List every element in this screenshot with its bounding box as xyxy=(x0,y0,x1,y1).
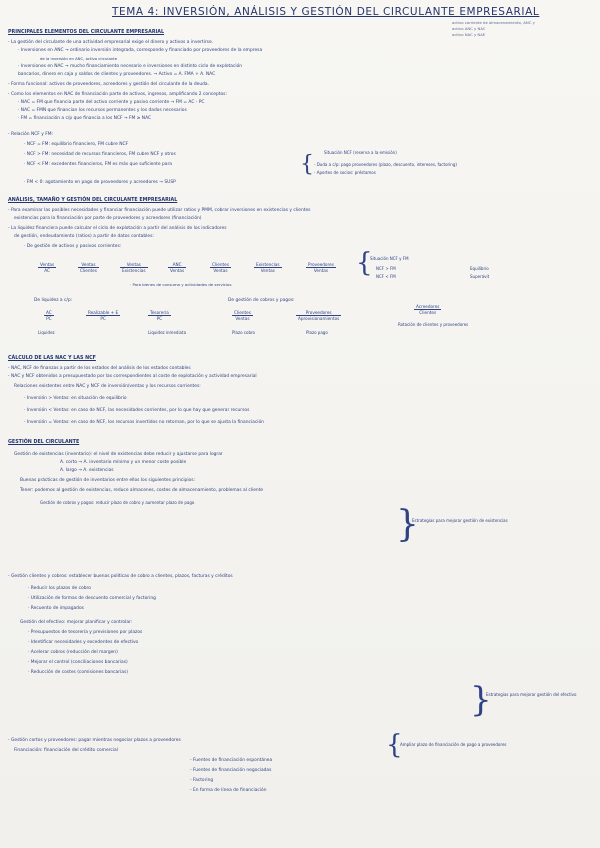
note-line: existencias para la financiación por parte de proveedores y acreedores (financiación) xyxy=(14,216,202,221)
note-line: - La liquidez financiera puede calcular el ciclo de explotación a partir del análisis de los indicadores xyxy=(8,226,227,231)
section-heading: PRINCIPALES ELEMENTOS DEL CIRCULANTE EMPRESARIAL xyxy=(8,30,165,35)
note-line: · Presupuestos de tesorería y previsiones por plazos xyxy=(28,630,143,635)
side-note-line: activo ANC y NAC xyxy=(452,26,486,31)
caption: Plazo cobro xyxy=(232,330,255,335)
note-line: - NAC, NCF de finanzas a partir de los estados del análisis de los estados contables xyxy=(8,366,191,371)
ratio-denominator: Clientes xyxy=(80,268,97,273)
note-line: - En forma de línea de financiación xyxy=(190,788,267,793)
note-line: - Relación NCF y FM: xyxy=(8,132,54,137)
ratio-numerator: Acreedores xyxy=(416,304,440,309)
caption: Rotación de clientes y proveedores xyxy=(398,322,469,327)
caption: Liquidez xyxy=(38,330,55,335)
side-note-line: activo corriente de almacenamiento, ANC y xyxy=(452,20,535,25)
note-line: Gestión de existencias (inventario): el nivel de existencias debe reducir y ajustarse para lograr xyxy=(14,452,223,457)
note-line: · Inversión = Ventas: en caso de NCF, los recursos invertidos no retornan, por lo que se ajusta la financiación xyxy=(24,420,264,425)
note-line: Buenas prácticas de gestión de inventarios entre ellos los siguientes principios: xyxy=(20,478,196,483)
side-note xyxy=(452,20,535,38)
note-line: · Acelerar cobros (reducción del margen) xyxy=(28,650,118,655)
ratio xyxy=(168,262,186,273)
note-line: - Fuentes de financiación negociadas xyxy=(190,768,272,773)
ratio-denominator: Ventas xyxy=(260,268,275,273)
note-line: - Duda a c/p: pago proveedores (plazo, descuento, intereses, factoring) xyxy=(314,162,457,167)
note-line: Relaciones existentes entre NAC y NCF de inversión/ventas y los recursos corrientes: xyxy=(14,384,201,389)
ratio-denominator: PC xyxy=(156,316,163,321)
note-line: De liquidez a c/p: xyxy=(34,298,73,303)
note-line: Gestión del efectivo: mejorar planificar y controlar: xyxy=(20,620,133,625)
ratio xyxy=(232,310,253,321)
ratio-denominator: Aprovisionamientos xyxy=(298,316,340,321)
note-line: · Recuento de impagados xyxy=(28,606,84,611)
ratio-numerator: Clientes xyxy=(234,310,251,315)
note-line: - Gestión clientes y cobros: establecer buenas políticas de cobro a clientes, plazos, facturas y créditos xyxy=(8,574,233,579)
note-line: - NAC y NCF obtenidos a presupuestado por las correspondientes al coste de explotación y actividad empresarial xyxy=(8,374,257,379)
caption: Situación NCF y FM xyxy=(370,256,409,261)
brace-icon: { xyxy=(386,730,403,760)
note-line: bancarios, dinero en caja y saldos de clientes y proveedores. → Activo = A. FMA + A. NAC xyxy=(18,72,216,77)
ratio xyxy=(414,304,441,315)
ratio xyxy=(38,262,56,273)
note-line: · FM = financiación a c/p que financia a los NCF → FM ≥ NAC xyxy=(18,116,152,121)
note-line: A. largo → A. existencias xyxy=(60,468,114,473)
note-line: · Utilización de formas de descuento comercial y factoring xyxy=(28,596,156,601)
note-line: · Inversiones en ANC → ordinario inversión integrada, corresponde y financiado por proveedores de la empresa xyxy=(18,48,263,53)
note-line: · NAC = FMN que financian los recursos permanentes y los dados necesarios xyxy=(18,108,187,113)
caption: Superávit xyxy=(470,274,490,279)
section-heading: GESTIÓN DEL CIRCULANTE xyxy=(8,440,80,445)
ratio-numerator: Proveedores xyxy=(308,262,334,267)
note-line: - Para examinar las posibles necesidades y financiar financiación puede utilizar ratios y PMM, cobrar inversiones en existencias y clientes xyxy=(8,208,311,213)
note-line: - Gestión cortos y proveedores: pagar mientras negociar plazos a proveedores xyxy=(8,738,181,743)
ratio-numerator: Ventas xyxy=(40,262,55,267)
note-line: Estrategias para mejorar gestión de existencias xyxy=(412,518,508,523)
note-line: Tener: podemos al gestión de existencias, reduce almacenes, costes de almacenamiento, problemas al cliente xyxy=(20,488,264,493)
note-line: · Para bienes de consumo y actividades de servicios xyxy=(130,282,232,287)
brace-icon: } xyxy=(470,680,492,720)
section-heading: CÁLCULO DE LAS NAC Y LAS NCF xyxy=(8,356,96,361)
note-line: · Identificar necesidades y excedentes de efectivo xyxy=(28,640,139,645)
note-line: · FM < 0: agotamiento en pago de proveedores y acreedores → SUSP xyxy=(24,180,176,185)
ratio xyxy=(78,262,99,273)
ratio-numerator: Proveedores xyxy=(296,310,341,316)
note-line: A. corto → A. inventario mínimo y un menor coste posible xyxy=(60,460,187,465)
brace-icon: { xyxy=(356,248,373,278)
ratio-denominator: Existencias xyxy=(122,268,146,273)
ratio xyxy=(296,310,341,321)
note-line: · Reducir los plazos de cobro xyxy=(28,586,91,591)
note-line: Estrategias para mejorar gestión del efectivo xyxy=(486,692,577,697)
ratio xyxy=(44,310,54,321)
ratio-numerator: Ventas xyxy=(78,262,99,268)
ratio-numerator: AC xyxy=(46,310,52,315)
caption: Liquidez inmediata xyxy=(148,330,187,335)
ratio-numerator: ANC xyxy=(168,262,186,268)
note-line: - La gestión del circulante de una actividad empresarial exige el dinero y activos a invertirse. xyxy=(8,40,214,45)
ratio-numerator: Ventas xyxy=(120,262,148,268)
note-line: · Inversiones en NAC → mucho financiamiento necesario e inversiones en distinto ciclo de explotación xyxy=(18,64,243,69)
note-line: · NAC = FM que financia parte del activo corriente y pasivo corriente → FM = AC - PC xyxy=(18,100,205,105)
note-line: - Como los elementos en NAC de financiación parte de activos, ingresos, amplificando 2 conceptos: xyxy=(8,92,227,97)
ratio xyxy=(306,262,336,273)
caption: NCF < FM xyxy=(376,274,396,279)
ratio xyxy=(148,310,171,321)
note-line: · Inversión < Ventas: en caso de NCF, las necesidades corrientes, por lo que hay que generar recursos xyxy=(24,408,250,413)
ratio-numerator: Clientes xyxy=(212,262,229,267)
note-line: - Aportes de socios: préstamos xyxy=(314,170,376,175)
ratio-denominator: PC xyxy=(100,316,106,321)
note-line: · NCF > FM: necesidad de recursos financieros, FM cubre NCF y otros xyxy=(24,152,176,157)
side-note-line: activo NAC y NAE xyxy=(452,32,486,37)
section-heading: ANÁLISIS, TAMAÑO Y GESTIÓN DEL CIRCULANTE EMPRESARIAL xyxy=(8,198,178,203)
ratio-denominator: Ventas xyxy=(213,268,228,273)
note-line: de la inversión en ANC, activo circulante xyxy=(40,56,118,61)
ratio-denominator: Ventas xyxy=(235,316,250,321)
note-line: Gestión de cobros y pagos: reducir plazo de cobro y aumentar plazo de pago xyxy=(40,500,195,505)
brace-icon: } xyxy=(396,504,419,545)
ratio-denominator: Clientes xyxy=(419,310,437,315)
note-line: - Forma funcional: activos de proveedores, acreedores y gestión del circulante de la deuda. xyxy=(8,82,210,87)
note-line: · Mejorar el control (conciliaciones bancarias) xyxy=(28,660,128,665)
note-line: · NCF = FM: equilibrio financiero, FM cubre NCF xyxy=(24,142,129,147)
ratio-denominator: Ventas xyxy=(170,268,185,273)
note-line: De gestión de cobros y pagos: xyxy=(228,298,295,303)
caption: Plazo pago xyxy=(306,330,328,335)
note-line: · NCF < FM: excedentes financieros, FM es más que suficiente para xyxy=(24,162,172,167)
ratio xyxy=(254,262,282,273)
ratio-denominator: PC xyxy=(46,316,52,321)
note-line: Financiación: financiación del crédito comercial xyxy=(14,748,118,753)
ratio-numerator: Existencias xyxy=(256,262,280,267)
note-line: Ampliar plazo de financiación de pago a proveedores xyxy=(400,742,507,747)
note-line: de gestión, endeudamiento (ratios) a partir de datos contables: xyxy=(14,234,154,239)
caption: NCF > FM xyxy=(376,266,396,271)
brace-icon: { xyxy=(300,152,314,177)
ratio-numerator: Realizable + E xyxy=(88,310,119,315)
page-title: TEMA 4: INVERSIÓN, ANÁLISIS Y GESTIÓN DEL CIRCULANTE EMPRESARIAL xyxy=(112,6,540,18)
ratio xyxy=(210,262,231,273)
ratio-numerator: Tesorería xyxy=(150,310,169,315)
ratio xyxy=(86,310,120,321)
caption: Equilibrio xyxy=(470,266,489,271)
ratio-denominator: AC xyxy=(44,268,50,273)
note-line: - Fuentes de financiación espontánea xyxy=(190,758,273,763)
ratio xyxy=(120,262,148,273)
note-line: · Reducción de costes (comisiones bancarias) xyxy=(28,670,128,675)
note-line: Situación NCF (reserva a la emisión) xyxy=(324,150,397,155)
note-line: - Factoring xyxy=(190,778,214,783)
ratio-denominator: Ventas xyxy=(313,268,329,273)
note-line: · De gestión de activos y pasivos corrientes: xyxy=(24,244,122,249)
note-line: · Inversión > Ventas: en situación de equilibrio xyxy=(24,396,127,401)
